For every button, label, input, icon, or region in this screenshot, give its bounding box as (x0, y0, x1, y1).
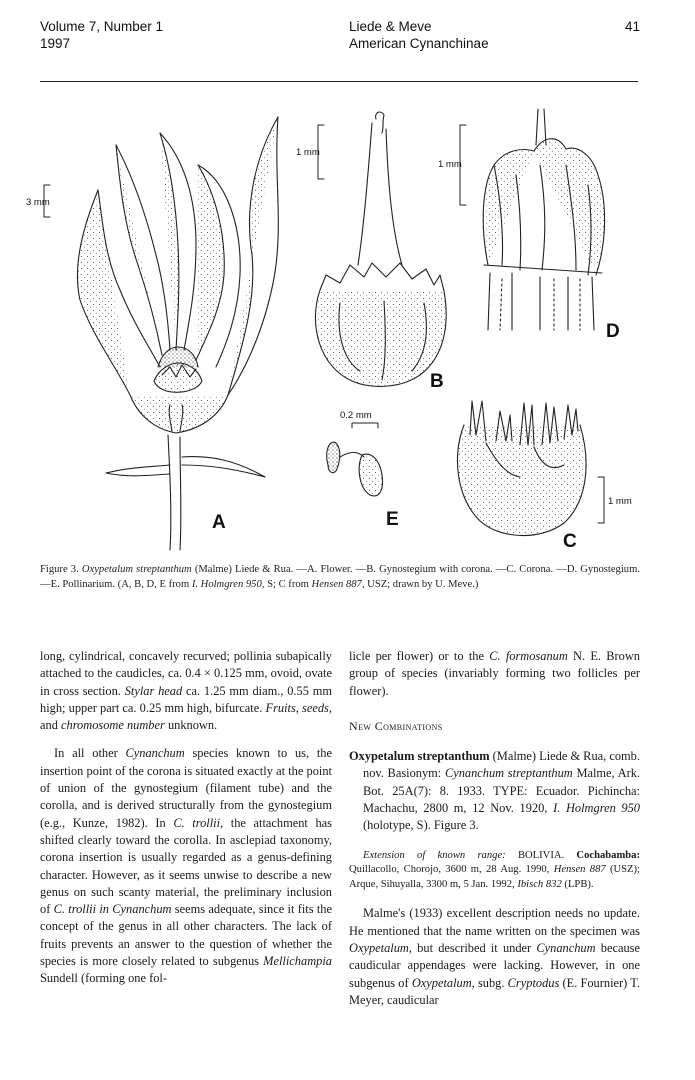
panel-label-b: B (430, 371, 444, 392)
panel-d-gynostegium-drawing (460, 109, 605, 330)
scale-label-b: 1 mm (296, 147, 320, 158)
panel-b-gynostegium-drawing (315, 112, 446, 386)
year: 1997 (40, 36, 71, 51)
panel-label-a: A (212, 512, 226, 533)
caption-end: USZ; drawn by U. Meve.) (367, 579, 479, 590)
paragraph-follicle: licle per flower) or to the C. formosanum N. E. Brown group of species (invariably forming two follicles per flower). (349, 649, 640, 698)
header-rule (40, 81, 638, 82)
caption-mid: S; C from (267, 579, 309, 590)
paragraph-malme-description: Malme's (1933) excellent description needs no update. He mentioned that the name written on the specimen was Oxypetalum, but described it under Cynanchum because caudicular appendages were lacking. However, in one subgenus of Oxypetalum, subg. Cryptodus (E. Fournier) T. Meyer, caudicular (349, 906, 640, 1007)
page-number: 41 (624, 19, 640, 34)
range-extension: Extension of known range: BOLIVIA. Cochabamba: Quillacollo, Chorojo, 3600 m, 28 Aug. 1990, Hensen 887 (USZ); Arque, Sihuyalla, 3300 m, 5 Jan. 1992, Ibisch 832 (LPB). (349, 849, 640, 890)
figure-3-illustration (20, 105, 660, 555)
volume-number: Volume 7, Number 1 (40, 19, 164, 34)
authors: Liede & Meve (349, 19, 432, 34)
right-column (349, 648, 640, 1009)
scale-label-e: 0.2 mm (340, 410, 372, 421)
panel-e-pollinarium-drawing (327, 423, 383, 496)
scale-label-d: 1 mm (438, 159, 462, 170)
panel-label-c: C (563, 531, 577, 552)
caption-species: Oxypetalum streptanthum (81, 564, 192, 575)
paragraph-description-end: long, cylindrical, concavely recurved; pollinia subapically attached to the caudicles, ca. 0.4 × 0.125 mm, ovoid, ovate in cross section. Stylar head ca. 1.25 mm diam., 0.55 mm high; upper part ca. 0.25 mm high, bifurcate. Fruits, seeds, and chromosome number unknown. (40, 649, 332, 733)
caption-collector-1: I. Holmgren 950, (191, 579, 265, 590)
running-header-center (349, 18, 489, 52)
caption-collector-2: Hensen 887, (311, 579, 365, 590)
running-title: American Cynanchinae (349, 36, 489, 51)
panel-label-e: E (386, 509, 399, 530)
panel-a-flower-drawing (44, 117, 278, 550)
panel-c-corona-drawing (457, 401, 604, 536)
scale-label-a: 3 mm (26, 197, 50, 208)
new-combination-entry: Oxypetalum streptanthum (Malme) Liede & Rua, comb. nov. Basionym: Cynanchum streptanthum Malme, Ark. Bot. 25A(7): 8. 1933. TYPE: Ecuador. Pichincha: Machachu, 2800 m, 12 Nov. 1920, I. Holmgren 950 (holotype, S). Figure 3. (349, 749, 641, 833)
running-header-right (625, 18, 640, 35)
left-column (40, 648, 332, 988)
scale-label-c: 1 mm (608, 496, 632, 507)
running-header-left (40, 18, 163, 52)
caption-label: Figure 3. (40, 564, 79, 575)
paragraph-corona-insertion: In all other Cynanchum species known to us, the insertion point of the corona is situated exactly at the point of union of the gynostegium (filament tube) and the corolla, and is derived structurally from the gynostegium (e.g., Kunze, 1982). In C. trollii, the attachment has shifted clearly toward the corolla. In asclepiad taxonomy, corona insertion is usually regarded as a genus-defining character. However, as it seems unwise to describe a new genus on such scanty material, the preliminary inclusion of C. trollii in Cynanchum seems adequate, since it fits the concept of the genus in all other characters. The lack of fruits prevents an answer to the question of whether the species is more closely related to subgenus Mellichampia Sundell (forming one fol- (40, 746, 332, 986)
caption-authority: (Malme) Liede & Rua. —A. Flower. —B. Gynostegium with corona. —C. Corona. —D. Gynostegium. —E. Pollinarium. (A, B, D, E from (40, 564, 640, 590)
figure-caption (40, 562, 640, 592)
section-heading-new-combinations: New Combinations (349, 718, 443, 733)
panel-label-d: D (606, 321, 620, 342)
